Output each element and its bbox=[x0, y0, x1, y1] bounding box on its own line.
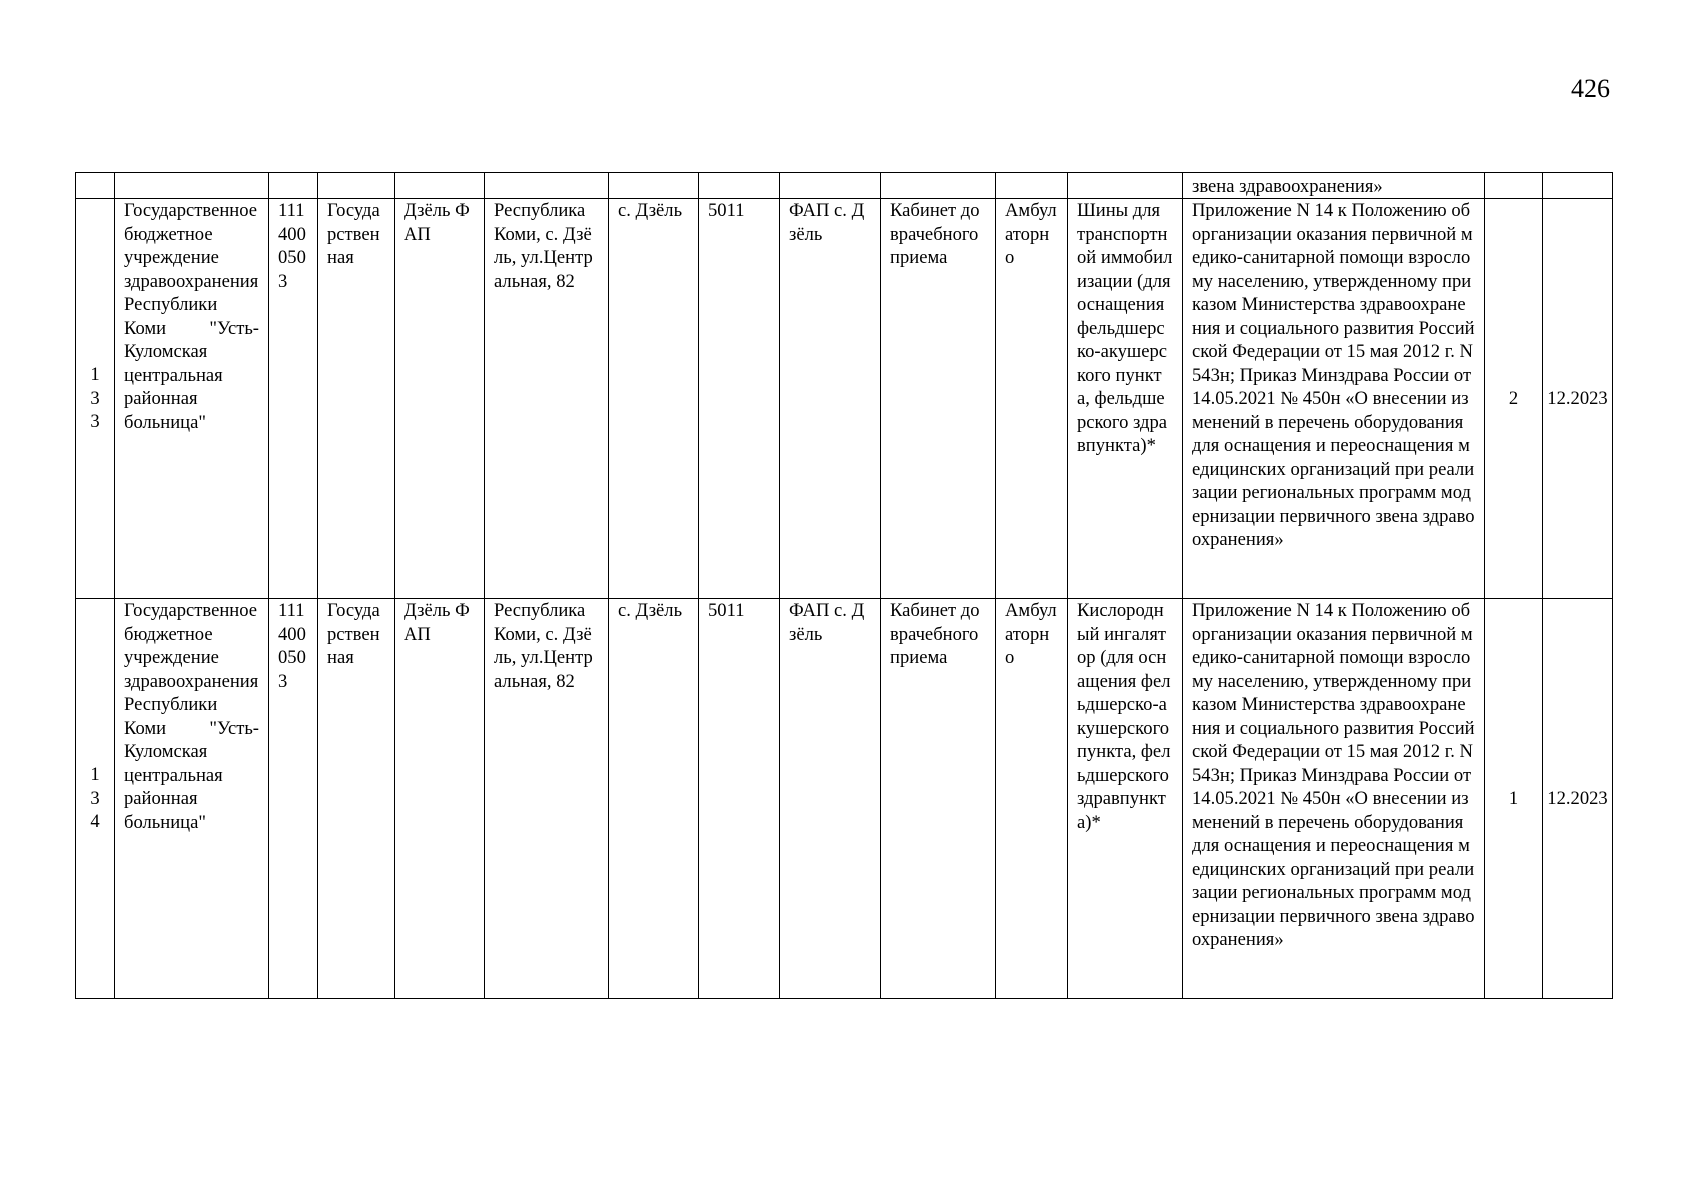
locality-cell: с. Дзёль bbox=[609, 199, 699, 599]
table-row bbox=[76, 599, 1613, 999]
facility-cell: ФАП с. Дзёль bbox=[780, 199, 881, 599]
organization-cell: Государственное бюджетное учреждение здравоохранения Республики Коми "Усть-Куломская центральная районная больница" bbox=[115, 199, 269, 599]
unit-cell: Дзёль ФАП bbox=[395, 599, 485, 999]
code-cell: 1114000503 bbox=[269, 599, 318, 999]
locality-cell: с. Дзёль bbox=[609, 599, 699, 999]
quantity-cell: 2 bbox=[1485, 199, 1543, 599]
organization-cell: Государственное бюджетное учреждение здравоохранения Республики Коми "Усть-Куломская центральная районная больница" bbox=[115, 599, 269, 999]
code2-cell: 5011 bbox=[699, 199, 780, 599]
code-cell: 1114000503 bbox=[269, 199, 318, 599]
page-number: 426 bbox=[1571, 74, 1610, 103]
address-cell: Республика Коми, с. Дзёль, ул.Центральная, 82 bbox=[485, 199, 609, 599]
basis-cell: Приложение N 14 к Положению об организации оказания первичной медико-санитарной помощи взрослому населению, утвержденному приказом Министерства здравоохранения и социального развития Российской Федерации от 15 мая 2012 г. N 543н; Приказ Минздрава России от 14.05.2021 № 450н «О внесении изменений в перечень оборудования для оснащения и переоснащения медицинских организаций при реализации региональных программ модернизации первичного звена здравоохранения» bbox=[1183, 599, 1485, 999]
continuation-row bbox=[76, 173, 1613, 199]
table-row bbox=[76, 199, 1613, 599]
basis-cell: Приложение N 14 к Положению об организации оказания первичной медико-санитарной помощи взрослому населению, утвержденному приказом Министерства здравоохранения и социального развития Российской Федерации от 15 мая 2012 г. N 543н; Приказ Минздрава России от 14.05.2021 № 450н «О внесении изменений в перечень оборудования для оснащения и переоснащения медицинских организаций при реализации региональных программ модернизации первичного звена здравоохранения» bbox=[1183, 199, 1485, 599]
care-type-cell: Амбулаторно bbox=[996, 199, 1068, 599]
equipment-table bbox=[75, 172, 1613, 999]
care-type-cell: Амбулаторно bbox=[996, 599, 1068, 999]
room-cell: Кабинет доврачебного приема bbox=[881, 199, 996, 599]
ownership-cell: Государственная bbox=[318, 599, 395, 999]
row-number-cell bbox=[76, 199, 115, 599]
equipment-cell: Шины для транспортной иммобилизации (для оснащения фельдшерско-акушерского пункта, фельдшерского здравпункта)* bbox=[1068, 199, 1183, 599]
date-cell: 12.2023 bbox=[1543, 599, 1613, 999]
address-cell: Республика Коми, с. Дзёль, ул.Центральная, 82 bbox=[485, 599, 609, 999]
room-cell: Кабинет доврачебного приема bbox=[881, 599, 996, 999]
row-number-cell bbox=[76, 599, 115, 999]
equipment-cell: Кислородный ингалятор (для оснащения фельдшерско-акушерского пункта, фельдшерского здравпункта)* bbox=[1068, 599, 1183, 999]
unit-cell: Дзёль ФАП bbox=[395, 199, 485, 599]
facility-cell: ФАП с. Дзёль bbox=[780, 599, 881, 999]
row-number: 134 bbox=[90, 764, 100, 833]
quantity-cell: 1 bbox=[1485, 599, 1543, 999]
ownership-cell: Государственная bbox=[318, 199, 395, 599]
code2-cell: 5011 bbox=[699, 599, 780, 999]
basis-cell: звена здравоохранения» bbox=[1183, 173, 1485, 199]
row-number: 133 bbox=[90, 364, 100, 433]
date-cell: 12.2023 bbox=[1543, 199, 1613, 599]
